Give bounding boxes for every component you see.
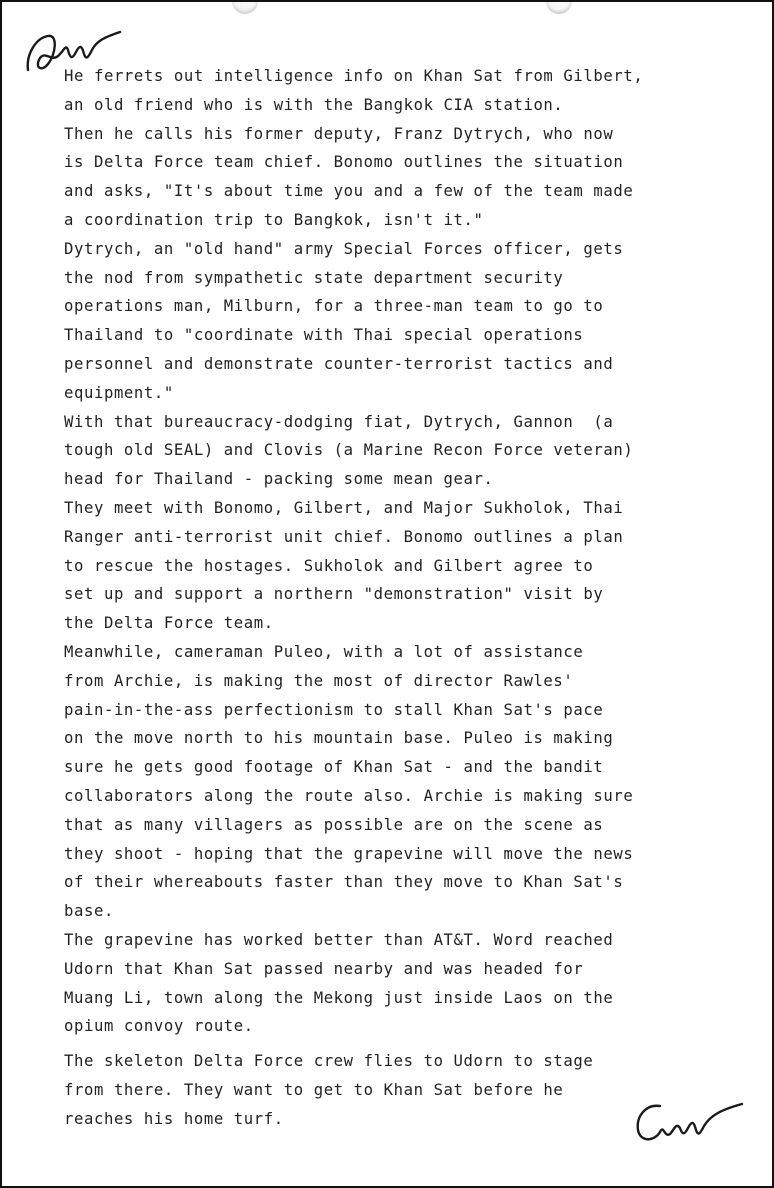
text-line: Thailand to "coordinate with Thai special operations <box>64 326 584 345</box>
text-line: a coordination trip to Bangkok, isn't it." <box>64 210 484 229</box>
text-line: of their whereabouts faster than they move to Khan Sat's <box>64 873 624 892</box>
text-line: and asks, "It's about time you and a few of the team made <box>64 182 634 201</box>
text-line: Then he calls his former deputy, Franz Dytrych, who now <box>64 124 614 143</box>
text-line: collaborators along the route also. Archie is making sure <box>64 786 634 805</box>
text-line: they shoot - hoping that the grapevine will move the news <box>64 844 634 863</box>
text-line: from Archie, is making the most of director Rawles' <box>64 671 574 690</box>
text-line: Ranger anti-terrorist unit chief. Bonomo outlines a plan <box>64 527 624 546</box>
text-line: He ferrets out intelligence info on Khan Sat from Gilbert, <box>64 67 644 85</box>
text-line: opium convoy route. <box>64 1017 254 1036</box>
text-line: head for Thailand - packing some mean gear. <box>64 470 494 489</box>
text-line: Dytrych, an "old hand" army Special Forces officer, gets <box>64 239 624 258</box>
text-line: With that bureaucracy-dodging fiat, Dytrych, Gannon (a <box>64 412 614 431</box>
text-line: The grapevine has worked better than AT&T. Word reached <box>64 930 614 949</box>
body-text <box>64 62 754 1133</box>
text-line: equipment." <box>64 383 174 402</box>
text-line: that as many villagers as possible are on the scene as <box>64 815 604 834</box>
text-line: base. <box>64 902 114 921</box>
text-line: Muang Li, town along the Mekong just inside Laos on the <box>64 988 614 1007</box>
text-line: Meanwhile, cameraman Puleo, with a lot of assistance <box>64 642 584 661</box>
punch-hole-left <box>232 0 258 14</box>
text-line: set up and support a northern "demonstration" visit by <box>64 585 604 604</box>
text-line: the nod from sympathetic state department security <box>64 268 564 287</box>
text-line: They meet with Bonomo, Gilbert, and Major Sukholok, Thai <box>64 498 624 517</box>
text-line: operations man, Milburn, for a three-man team to go to <box>64 297 604 316</box>
text-line: tough old SEAL) and Clovis (a Marine Recon Force veteran) <box>64 441 634 460</box>
text-line: sure he gets good footage of Khan Sat - and the bandit <box>64 758 604 777</box>
text-line: The skeleton Delta Force crew flies to Udorn to stage <box>64 1052 594 1071</box>
text-line: from there. They want to get to Khan Sat before he <box>64 1080 564 1099</box>
text-line: reaches his home turf. <box>64 1109 284 1128</box>
text-line: an old friend who is with the Bangkok CIA station. <box>64 95 564 114</box>
text-line: to rescue the hostages. Sukholok and Gilbert agree to <box>64 556 594 575</box>
text-line: the Delta Force team. <box>64 614 274 633</box>
text-line: is Delta Force team chief. Bonomo outlines the situation <box>64 153 624 172</box>
text-line: on the move north to his mountain base. Puleo is making <box>64 729 614 748</box>
punch-hole-right <box>546 0 572 14</box>
text-line: pain-in-the-ass perfectionism to stall Khan Sat's pace <box>64 700 604 719</box>
text-line: Udorn that Khan Sat passed nearby and was headed for <box>64 959 584 978</box>
handwritten-initials-bottom <box>630 1100 750 1148</box>
text-line: personnel and demonstrate counter-terrorist tactics and <box>64 354 614 373</box>
